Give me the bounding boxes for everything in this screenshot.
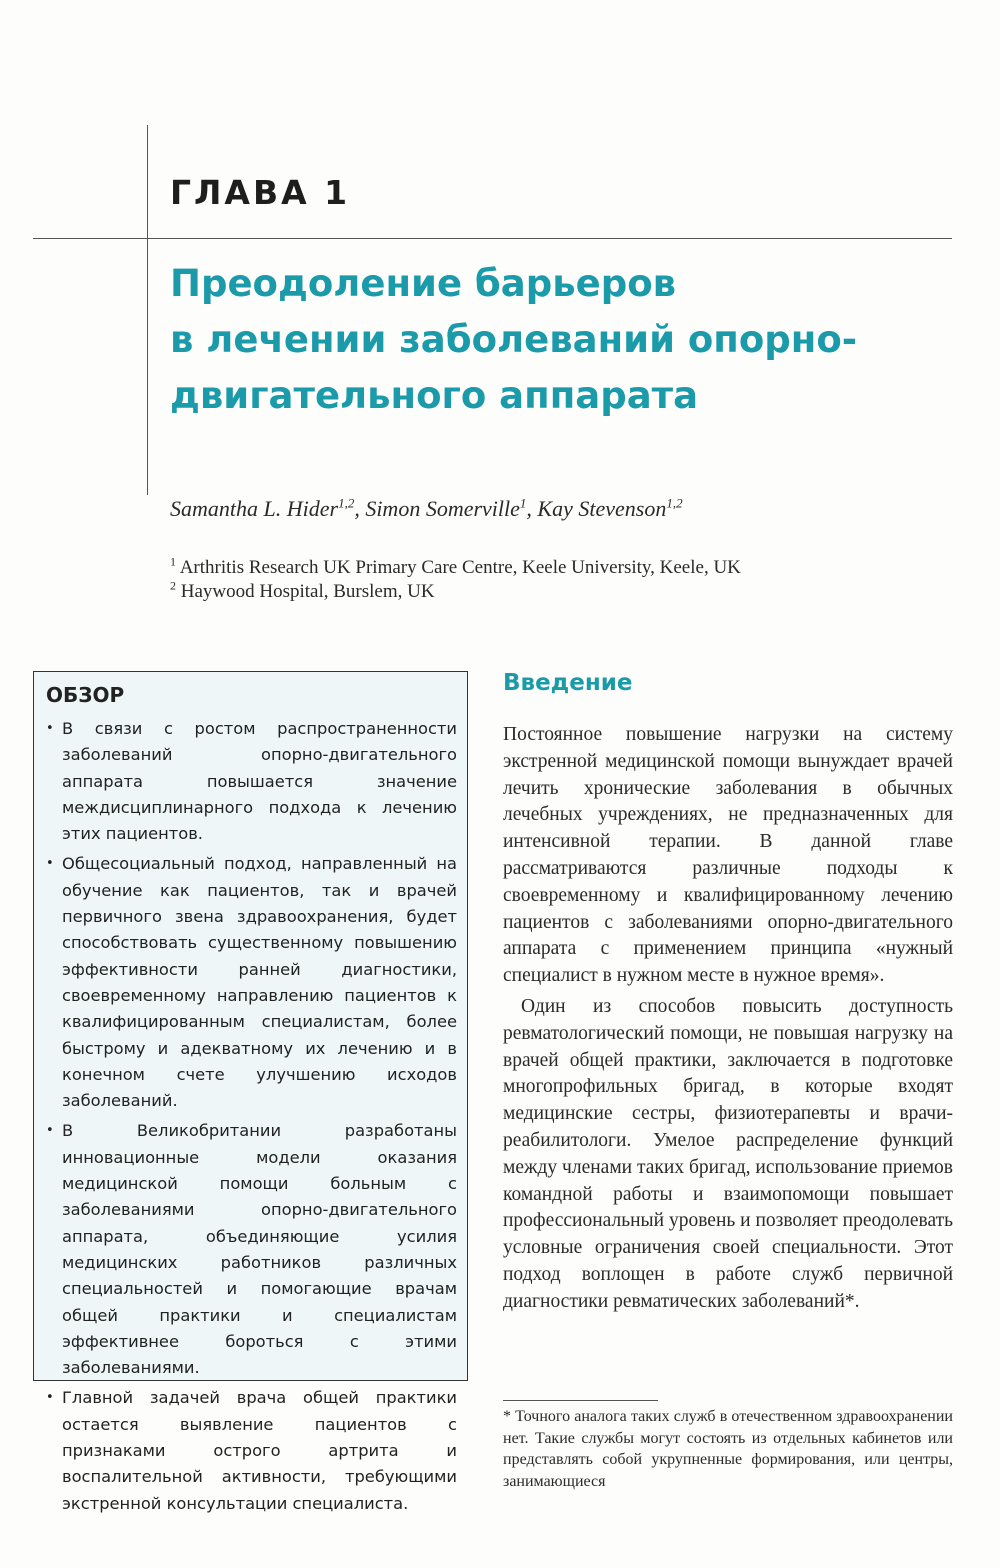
affiliation: [170, 580, 741, 604]
chapter-title-line: Преодоление барьеров: [170, 262, 677, 305]
overview-box: [33, 671, 468, 1513]
author-name: Samantha L. Hider: [170, 496, 339, 521]
section-heading-introduction: Введение: [503, 670, 633, 696]
overview-item: • Главной задачей врача общей практики остается выявление пациентов с признаками острого артрита и воспалительной активности, требующими экстренной консультации специалиста.: [46, 1385, 457, 1516]
overview-item: • В связи с ростом распространенности заболеваний опорно-двигательного аппарата повышается значение междисциплинарного подхода к лечению этих пациентов.: [46, 716, 457, 847]
chapter-title-line: двигательного аппарата: [170, 374, 699, 417]
overview-title: ОБЗОР: [46, 683, 125, 707]
overview-item: • В Великобритании разработаны инновационные модели оказания медицинской помощи больным с заболеваниями опорно-двигательного аппарата, объединяющие усилия медицинских работников различных специальностей и помогающие врачам общей практики и специалистам эффективнее бороться с этими заболеваниями.: [46, 1118, 457, 1381]
author-affiliation-mark: 1,2: [338, 495, 355, 511]
author-name: Kay Stevenson: [537, 496, 667, 521]
affiliation-list: [170, 556, 741, 604]
affiliation-text: Haywood Hospital, Burslem, UK: [180, 581, 435, 602]
chapter-title: [170, 256, 960, 424]
horizontal-rule: [33, 238, 952, 239]
overview-list: [46, 716, 457, 1517]
footnote-rule: [503, 1400, 658, 1401]
author-list: [170, 496, 683, 522]
chapter-title-line: в лечении заболеваний опорно-: [170, 318, 858, 361]
body-paragraph: Один из способов повысить доступность ревматологический помощи, не повышая нагрузку на врачей общей практики, заключается в подготовке многопрофильных бригад, в которые входят медицинские сестры, физиотерапевты и врачи-реабилитологи. Умелое распределение функций между членами таких бригад, использование приемов командной работы и взаимопомощи повышает профессиональный уровень и позволяет преодолевать условные ограничения своей специальности. Этот подход воплощен в работе служб первичной диагностики ревматических заболеваний*.: [503, 995, 954, 1312]
affiliation-number: 1: [170, 554, 176, 569]
author-affiliation-mark: 1: [519, 495, 527, 511]
introduction-body: [503, 722, 953, 1316]
author-separator: ,: [526, 496, 538, 521]
affiliation-text: Arthritis Research UK Primary Care Centre, Keele University, Keele, UK: [179, 557, 741, 578]
author-separator: ,: [354, 496, 366, 521]
author-name: Simon Somerville: [365, 496, 520, 521]
affiliation-number: 2: [170, 578, 176, 593]
vertical-rule: [147, 125, 148, 495]
footnote: * Точного аналога таких служб в отечественном здравоохранении нет. Такие службы могут состоять из отдельных кабинетов или представлять собой укрупненные формирования, или центры, занимающиеся: [503, 1408, 953, 1490]
chapter-label: ГЛАВА 1: [170, 173, 351, 212]
affiliation: [170, 556, 741, 580]
author-affiliation-mark: 1,2: [666, 495, 683, 511]
overview-item: • Общесоциальный подход, направленный на обучение как пациентов, так и врачей первичного звена здравоохранения, будет способствовать существенному повышению эффективности ранней диагностики, своевременному направлению пациентов к квалифицированным специалистам, более быстрому и адекватному их лечению и в конечном счете улучшению исходов заболеваний.: [46, 851, 457, 1114]
body-paragraph: Постоянное повышение нагрузки на систему экстренной медицинской помощи вынуждает врачей лечить хронические заболевания в обычных лечебных учреждениях, не предназначенных для интенсивной терапии. В данной главе рассматриваются различные подходы к своевременному и квалифицированному лечению пациентов с заболеваниями опорно-двигательного аппарата с применением принципа «нужный специалист в нужном месте в нужное время».: [503, 724, 953, 987]
